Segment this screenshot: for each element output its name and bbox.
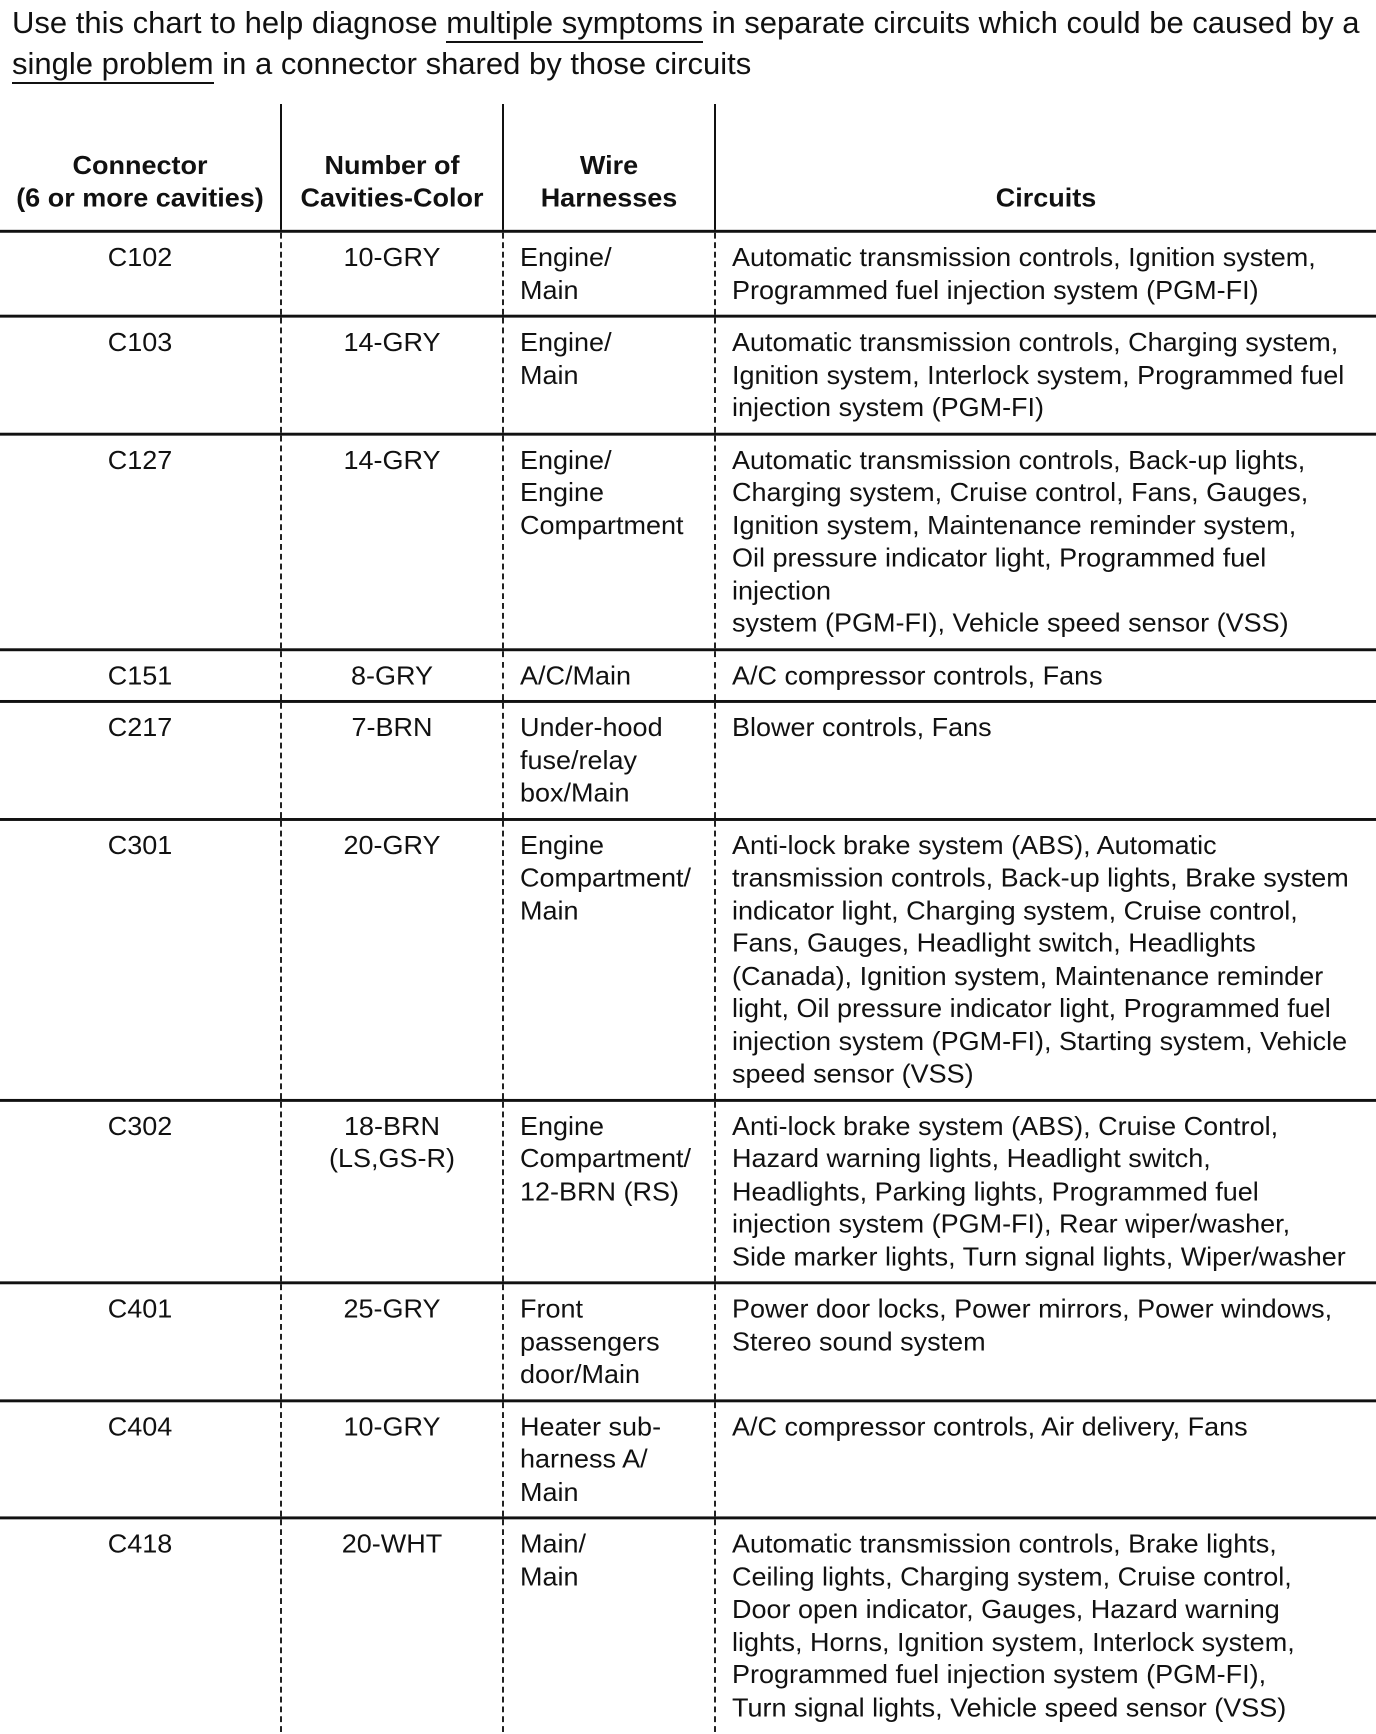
circuits-line: transmission controls, Back-up lights, Brake system: [732, 862, 1349, 893]
circuits-cell: [714, 1284, 1376, 1399]
harness-line: Engine: [520, 830, 605, 860]
circuits-line: Automatic transmission controls, Ignition system,: [732, 242, 1316, 272]
circuits-line: Turn signal lights, Vehicle speed sensor (VSS): [732, 1692, 1287, 1722]
circuits-cell: [714, 703, 1376, 818]
circuits-line: (Canada), Ignition system, Maintenance reminder: [732, 960, 1324, 991]
cavities-line: 8-GRY: [350, 660, 434, 690]
circuits-cell: [714, 318, 1376, 433]
circuits-line: Blower controls, Fans: [732, 712, 992, 742]
circuits-line: speed sensor (VSS): [732, 1058, 974, 1089]
harnesses-cell: [502, 820, 714, 1098]
connector-cell: [0, 703, 280, 818]
harness-line: Engine/: [520, 327, 612, 357]
intro-part-2: in separate circuits which could be caused by a: [702, 5, 1360, 40]
cavities-cell: [280, 820, 502, 1098]
connector-id: C301: [107, 830, 173, 860]
connector-cell: [0, 1402, 280, 1517]
table-row: [0, 318, 1376, 436]
connector-cell: [0, 1519, 280, 1732]
harness-line: Main: [520, 275, 579, 305]
circuits-line: Anti-lock brake system (ABS), Automatic: [732, 830, 1217, 860]
circuits-line: Ignition system, Interlock system, Programmed fuel: [732, 360, 1345, 390]
harnesses-cell: [502, 1519, 714, 1732]
connector-id: C404: [107, 1411, 173, 1441]
intro-emphasis-multiple-symptoms: multiple symptoms: [446, 5, 703, 43]
connector-cell: [0, 820, 280, 1098]
cavities-line: 14-GRY: [343, 444, 441, 475]
harness-line: 12-BRN (RS): [520, 1176, 680, 1206]
cavities-cell: [280, 703, 502, 818]
cavities-line: 14-GRY: [343, 327, 441, 357]
header-connector-line: (6 or more cavities): [16, 183, 264, 213]
header-cavities-line: Number of: [324, 150, 460, 181]
circuits-line: Ignition system, Maintenance reminder system,: [732, 510, 1297, 540]
header-connector-line: Connector: [72, 150, 208, 181]
cavities-cell: [280, 1402, 502, 1517]
circuits-line: Ceiling lights, Charging system, Cruise control,: [732, 1561, 1292, 1592]
cavities-line: 10-GRY: [343, 1411, 441, 1441]
header-harnesses: [502, 104, 714, 230]
harnesses-cell: [502, 435, 714, 648]
harness-line: Main/: [520, 1529, 587, 1559]
harness-line: Compartment: [520, 510, 684, 540]
table-row: [0, 651, 1376, 703]
cavities-cell: [280, 1101, 502, 1281]
connector-id: C102: [107, 242, 173, 272]
circuits-line: Side marker lights, Turn signal lights, Wiper/washer: [732, 1241, 1346, 1272]
header-circuits-label: Circuits: [995, 183, 1097, 213]
header-harnesses-line: Wire: [579, 150, 639, 181]
connector-cell: [0, 1284, 280, 1399]
cavities-line: 25-GRY: [343, 1294, 441, 1324]
circuits-cell: [714, 1519, 1376, 1732]
circuits-line: Stereo sound system: [732, 1326, 986, 1356]
cavities-line: 10-GRY: [343, 242, 441, 272]
circuits-cell: [714, 233, 1376, 315]
circuits-line: Programmed fuel injection system (PGM-FI),: [732, 1659, 1267, 1690]
harness-line: door/Main: [520, 1359, 641, 1389]
header-connector: [0, 104, 280, 230]
cavities-line: 7-BRN: [351, 712, 433, 742]
table-row: [0, 435, 1376, 651]
circuits-cell: [714, 820, 1376, 1098]
header-circuits: [714, 104, 1376, 230]
circuits-line: lights, Horns, Ignition system, Interlock system,: [732, 1627, 1295, 1657]
circuits-line: Headlights, Parking lights, Programmed fuel: [732, 1176, 1259, 1206]
cavities-line: 18-BRN: [343, 1111, 441, 1141]
cavities-cell: [280, 435, 502, 648]
circuits-cell: [714, 651, 1376, 700]
connector-chart: [0, 104, 1376, 1732]
circuits-cell: [714, 1402, 1376, 1517]
table-row: [0, 1519, 1376, 1732]
circuits-line: system (PGM-FI), Vehicle speed sensor (VSS): [732, 608, 1289, 638]
connector-id: C217: [107, 712, 173, 742]
intro-part-3: in a connector shared by those circuits: [213, 46, 752, 81]
harness-line: Main: [520, 895, 579, 925]
circuits-line: Automatic transmission controls, Brake lights,: [732, 1529, 1277, 1559]
harness-line: harness A/: [520, 1444, 648, 1474]
connector-id: C401: [107, 1294, 173, 1324]
table-body: [0, 233, 1376, 1732]
header-cavities-line: Cavities-Color: [300, 183, 484, 213]
circuits-line: Power door locks, Power mirrors, Power windows,: [732, 1294, 1333, 1324]
connector-id: C302: [107, 1111, 173, 1141]
intro-text: [12, 2, 1372, 84]
circuits-line: Charging system, Cruise control, Fans, Gauges,: [732, 477, 1309, 507]
table-row: [0, 820, 1376, 1101]
circuits-line: A/C compressor controls, Air delivery, Fans: [732, 1411, 1248, 1441]
connector-cell: [0, 233, 280, 315]
harness-line: box/Main: [520, 778, 630, 808]
table-row: [0, 703, 1376, 821]
harness-line: Compartment/: [520, 1143, 692, 1174]
circuits-line: Door open indicator, Gauges, Hazard warning: [732, 1594, 1280, 1624]
circuits-cell: [714, 1101, 1376, 1281]
harness-line: passengers: [520, 1326, 660, 1356]
circuits-line: Anti-lock brake system (ABS), Cruise Control,: [732, 1111, 1279, 1141]
connector-cell: [0, 435, 280, 648]
harnesses-cell: [502, 233, 714, 315]
cavities-cell: [280, 233, 502, 315]
circuits-line: Oil pressure indicator light, Programmed fuel injection: [732, 542, 1267, 605]
header-cavities: [280, 104, 502, 230]
table-row: [0, 1284, 1376, 1402]
cavities-line: 20-GRY: [343, 830, 441, 860]
harnesses-cell: [502, 703, 714, 818]
circuits-line: light, Oil pressure indicator light, Programmed fuel: [732, 993, 1331, 1023]
circuits-line: Fans, Gauges, Headlight switch, Headlights: [732, 928, 1256, 958]
harness-line: fuse/relay: [520, 745, 638, 775]
harness-line: Engine: [520, 477, 605, 507]
table-row: [0, 233, 1376, 318]
circuits-line: Hazard warning lights, Headlight switch,: [732, 1143, 1211, 1174]
connector-id: C103: [107, 327, 173, 357]
connector-id: C151: [107, 660, 173, 690]
circuits-line: indicator light, Charging system, Cruise control,: [732, 895, 1298, 925]
harness-line: Main: [520, 1476, 579, 1507]
harnesses-cell: [502, 318, 714, 433]
harness-line: Main: [520, 360, 579, 390]
circuits-line: Automatic transmission controls, Back-up lights,: [732, 444, 1306, 475]
circuits-line: Automatic transmission controls, Charging system,: [732, 327, 1339, 357]
circuits-line: injection system (PGM-FI), Rear wiper/washer,: [732, 1209, 1291, 1239]
circuits-line: injection system (PGM-FI), Starting system, Vehicle: [732, 1026, 1348, 1056]
harness-line: Front: [520, 1294, 584, 1324]
header-harnesses-line: Harnesses: [540, 183, 678, 213]
connector-id: C127: [107, 444, 173, 475]
harness-line: A/C/Main: [520, 660, 632, 690]
circuits-cell: [714, 435, 1376, 648]
harnesses-cell: [502, 1101, 714, 1281]
connector-cell: [0, 651, 280, 700]
harnesses-cell: [502, 651, 714, 700]
cavities-cell: [280, 1284, 502, 1399]
harness-line: Engine/: [520, 242, 612, 272]
table-row: [0, 1402, 1376, 1520]
intro-emphasis-single-problem: single problem: [12, 46, 214, 84]
connector-cell: [0, 1101, 280, 1281]
table-row: [0, 1101, 1376, 1284]
cavities-line: (LS,GS-R): [328, 1143, 455, 1174]
cavities-cell: [280, 651, 502, 700]
cavities-line: 20-WHT: [341, 1529, 443, 1559]
header-row: [0, 104, 1376, 233]
harness-line: Main: [520, 1561, 579, 1592]
harness-line: Heater sub-: [520, 1411, 662, 1441]
circuits-line: A/C compressor controls, Fans: [732, 660, 1103, 690]
harnesses-cell: [502, 1284, 714, 1399]
circuits-line: Programmed fuel injection system (PGM-FI): [732, 275, 1259, 305]
harness-line: Engine/: [520, 444, 612, 475]
harness-line: Under-hood: [520, 712, 663, 742]
harness-line: Compartment/: [520, 862, 692, 893]
circuits-line: injection system (PGM-FI): [732, 392, 1045, 422]
cavities-cell: [280, 318, 502, 433]
cavities-cell: [280, 1519, 502, 1732]
harnesses-cell: [502, 1402, 714, 1517]
connector-id: C418: [107, 1529, 173, 1559]
harness-line: Engine: [520, 1111, 605, 1141]
connector-cell: [0, 318, 280, 433]
intro-part-1: Use this chart to help diagnose: [12, 5, 447, 40]
